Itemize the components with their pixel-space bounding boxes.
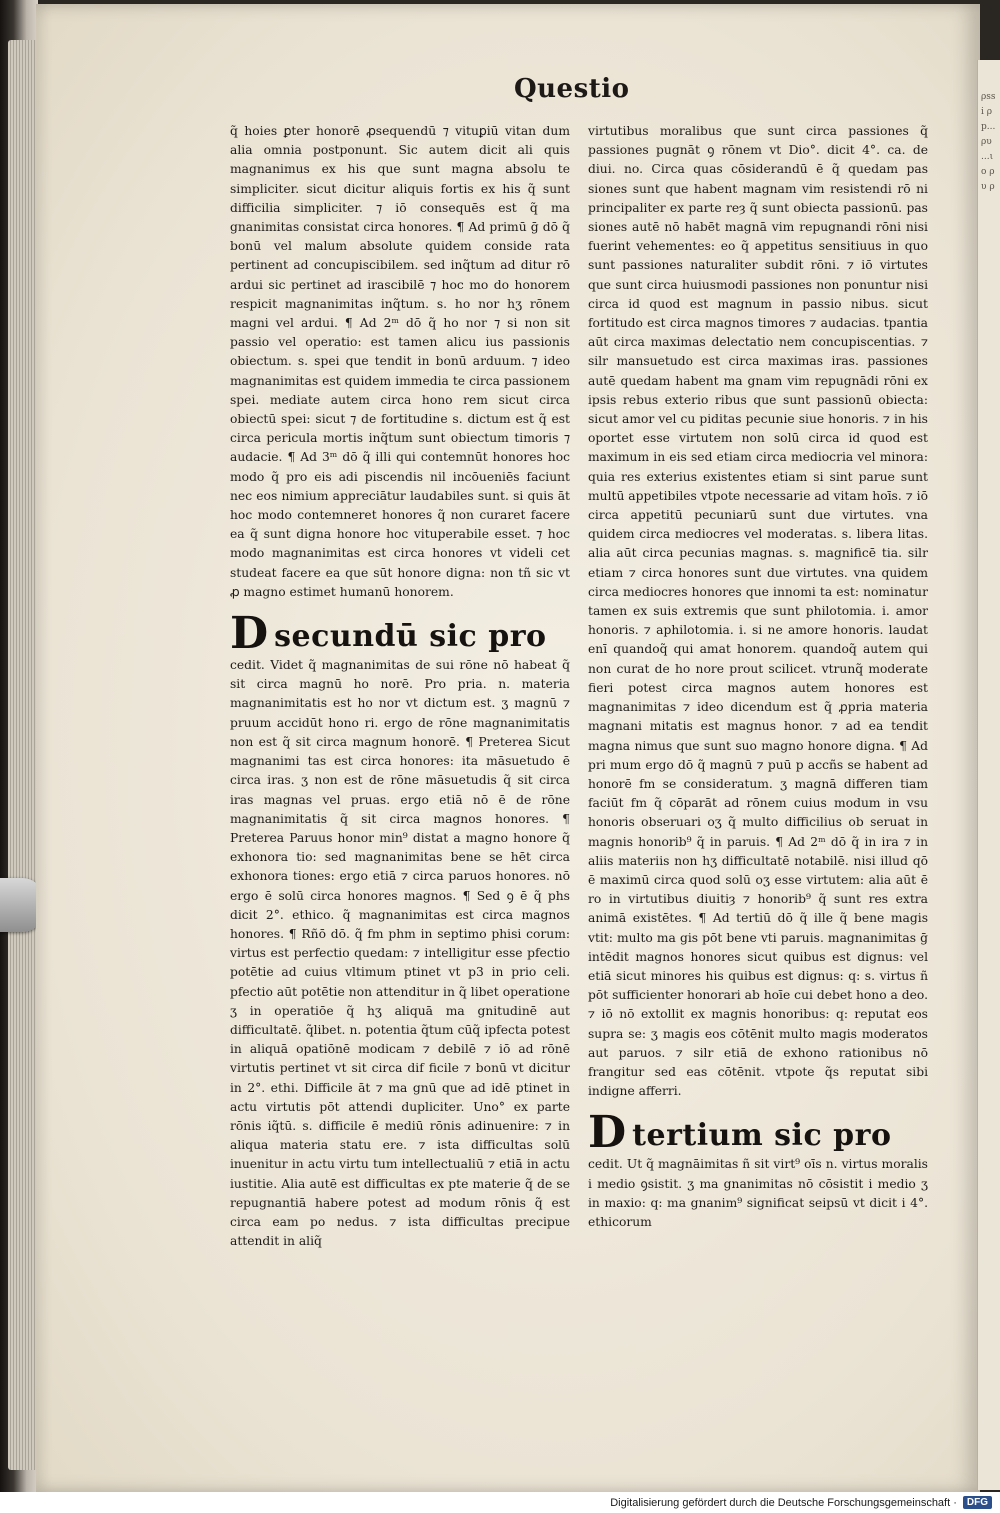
section-tertium xyxy=(588,1107,928,1232)
right-paragraph-1: virtutibus moralibus que sunt circa passiones q̃ passiones pugnāt ꝯ rōnem vt Dio°. dicit 4°. ca. de diui. no. Circa quas cōsiderandū ē q̃ quedam pas siones sunt que habent magnam vim resistendi rō ni principaliter ex parte reȝ q̃ sunt obiecta passionū. pas siones autē nō habēt magnā vim repugnandi rōni nisi fuerint vehementes: eo q̃ appetitus sensitiuus in quo sunt passiones naturaliter subdit rōni. ⁊ iō virtutes que sunt circa huiusmodi passiones non ponuntur nisi circa id quod est magnum in passio nibus. sicut fortitudo est circa magnos timores ⁊ audacias. tpantia aūt circa maximas delectatio nem concupiscentias. ⁊ silr mansuetudo est circa maximas iras. passiones autē quedam habent ma gnam vim repugnādi rōni ex ipsis rebus exterio ribus que sunt passionū obiecta: sicut amor vel cu piditas pecunie siue honoris. ⁊ in his oportet esse virtutem non solū circa id quod est maximum in eis sed etiam circa mediocria vel minora: quia res exterius existentes etiam si sint parue sunt multū appetibiles vtpote necessarie ad vitam hoīs. ⁊ iō circa appetitū pecuniarū sunt due virtutes. vna quidem circa mediocres vel moderatas. s. libera litas. alia aūt circa pecunias magnas. s. magnificē tia. silr etiam ⁊ circa honores sunt due virtutes. vna quidem circa mediocres honores que innomi ta est: nominatur tamen ex suis extremis que sunt philotomia. i. amor honoris. ⁊ aphilotomia. i. si ne amore honoris. laudat enī quandoq̃ qui amat honorem. quandoq̃ autem qui non curat de ho nore prout scilicet. vtrunq̃ moderate fieri potest circa magnos autem honores est magnanimitas ⁊ ideo dicendum est q̃ ꝓpria materia magnani mitatis est magnus honor. ⁊ ad ea tendit magna nimus que sunt suo magno honore digna. ¶ Ad pri mum ergo dō q̃ magnū ⁊ puū p accñs se habent ad honorē fm se consideratum. ʒ magnā differen tiam faciūt fm q̃ cōparāt ad rōnem cuius modum in vsu honoris obseruari oʒ q̃ multo difficilius ob seruat in magnis honorib⁹ q̃ in paruis. ¶ Ad 2ᵐ dō q̃ in ira ⁊ in aliis materiis non hʒ difficultatē notabilē. nisi illud qō ē maximū circa quod solū oʒ esse virtutem: alia aūt ē ro in virtutibus diuitiȝ ⁊ honorib⁹ q̃ sunt res extra animā existētes. ¶ Ad tertiū dō q̃ ille q̃ bene magis vtit: multo ma gis pōt bene vti paruis. magnanimitas ḡ intēdit magnos honores sicut quibus est dignus: vel etiā sicut minores his quibus est dignus: q: s. virtus ñ pōt sufficienter honorari ab hoīe cui debet hono a deo. ⁊ iō nō extollit ex magnis honoribus: q: reputat eos supra se: ʒ magis eos cōtēnit multo magis moderatos aut paruos. ⁊ silr etiā de exhono rationibus nō frangitur sed eas cōtēnit. vtpote q̃s reputat sibi indigne afferri. xyxy=(588,124,929,1099)
section-secundum xyxy=(230,608,570,1251)
left-paragraph-2: cedit. Videt q̃ magnanimitas de sui rōne nō habeat q̃ sit circa magnū ho norē. Pro pria. n. materia magnanimitatis est ho nor vt dictum est. ʒ magnū ⁊ pruum accidūt hono ri. ergo de rōne magnanimitatis non est q̃ sit circa magnum honorē. ¶ Preterea Sicut magnanimi tas est circa honores: ita māsuetudo ē circa iras. ʒ non est de rōne māsuetudis q̃ sit circa iras magnas vel pruas. ergo etiā nō ē de rōne magnanimitatis q̃ sit circa magnos honores. ¶ Preterea Paruus honor min⁹ distat a magno honore q̃ exhonora tio: sed magnanimitas bene se hēt circa exhonora tiones: ergo etiā ⁊ circa paruos honores. nō ergo ē solū circa honores magnos. ¶ Sed ꝯ ē q̃ phs dicit 2°. ethico. q̃ magnanimitas est circa magnos honores. ¶ Rñō dō. q̃ fm phm in septimo phisi corum: virtus est perfectio quedam: ⁊ intelligitur esse pfectio potētie ad cuius vltimum ptinet vt p3 in prio celi. pfectio aūt potētie non attenditur in q̃ libet operatione ʒ in operatiōe q̃ hʒ aliquā ma gnitudinē aut difficultatē. q̃libet. n. potentia q̃tum cūq̃ ipfecta potest in aliquā opatiōnē modicam ⁊ debilē ⁊ iō ad rōnē virtutis pertinet vt sit circa dif ficile ⁊ bonū vt dicitur in 2°. ethi. Difficile āt ⁊ ma gnū que ad idē ptinet in actu virtutis pōt attendi dupliciter. Uno° ex parte rōnis iq̃tū. s. difficile ē mediū rōnis adinuenire: ⁊ in aliqua materia statu ere. ⁊ ista difficultas solū inuenitur in actu virtu tum intellectualiū ⁊ etiā in actu iustitie. Alia autē est difficultas ex pte materie q̃ de se repugnantiā habere potest ad modum rōnis q̃ est circa eam po nedus. ⁊ ista difficultas precipue attendit in aliq̃ xyxy=(230,658,570,1249)
section-initial: D xyxy=(588,1107,627,1159)
page-stack xyxy=(8,40,38,1470)
facing-page-edge xyxy=(977,60,1000,1490)
section-heading xyxy=(588,1107,928,1159)
running-head: Questio xyxy=(514,74,630,104)
section-initial: D xyxy=(230,608,269,660)
right-column xyxy=(588,122,928,1232)
left-column xyxy=(230,122,570,1251)
section-heading-text: secundū sic pro xyxy=(274,619,547,655)
dfg-logo: DFG xyxy=(963,1496,992,1509)
footer-credit-text: Digitalisierung gefördert durch die Deutsche Forschungsgemeinschaft · xyxy=(610,1496,957,1509)
facing-page-fragment: ρssi ρp... ρυ ...ιο ρυ ρ xyxy=(981,92,996,192)
footer-banner xyxy=(0,1492,1000,1513)
section-heading-text: tertium sic pro xyxy=(632,1118,892,1154)
right-paragraph-2: cedit. Ut q̃ magnāimitas ñ sit virt⁹ oīs n. virtus moralis i medio ꝯsistit. ʒ ma gnanimitas nō cōsistit i medio ʒ in maxio: q: ma gnanim⁹ significat seipsū vt dicit i 4°. ethicorum xyxy=(588,1157,928,1229)
section-heading xyxy=(230,608,570,660)
left-paragraph-1: q̃ hoies ꝑter honorē ꝓsequendū ⁊ vituꝑiū vitan dum alia omnia postponunt. Sic autem dicit ali quis magnanimus ex his que sunt magna absolu te simpliciter. sicut dicitur aliquis fortis ex his q̃ sunt difficilia simpliciter. ⁊ iō consequēs est q̃ ma gnanimitas consistat circa honores. ¶ Ad primū ḡ dō q̃ bonū vel malum absolute quidem conside rata pertinent ad concupiscibilem. sed inq̃tum ad ditur rō ardui sic pertinet ad irascibilē ⁊ hoc mo do honorem respicit magnanimitas inq̃tum. s. ho nor hʒ rōnem magni vel ardui. ¶ Ad 2ᵐ dō q̃ ho nor ⁊ si non sit passio vel operatio: est tamen alicu ius passionis obiectum. s. spei que tendit in bonū arduum. ⁊ ideo magnanimitas est quidem immedia te circa passionem spei. mediate autem circa hono rem sicut circa obiectū spei: sicut ⁊ de fortitudine s. dictum est q̃ est circa pericula mortis inq̃tum sunt obiectum timoris ⁊ audacie. ¶ Ad 3ᵐ dō q̃ illi qui contemnūt honores hoc modo q̃ pro eis adi piscendis nil incōueniēs faciunt nec eos nimium appreciātur laudabiles sunt. si quis āt hoc modo contemneret honores q̃ non curaret facere ea q̃ sunt digna honore hoc vituperabile esset. ⁊ hoc modo magnanimitas est circa honores vt videli cet studeat facere ea que sūt honore digna: non tñ sic vt ꝓ magno estimet humanū honorem. xyxy=(230,124,570,599)
